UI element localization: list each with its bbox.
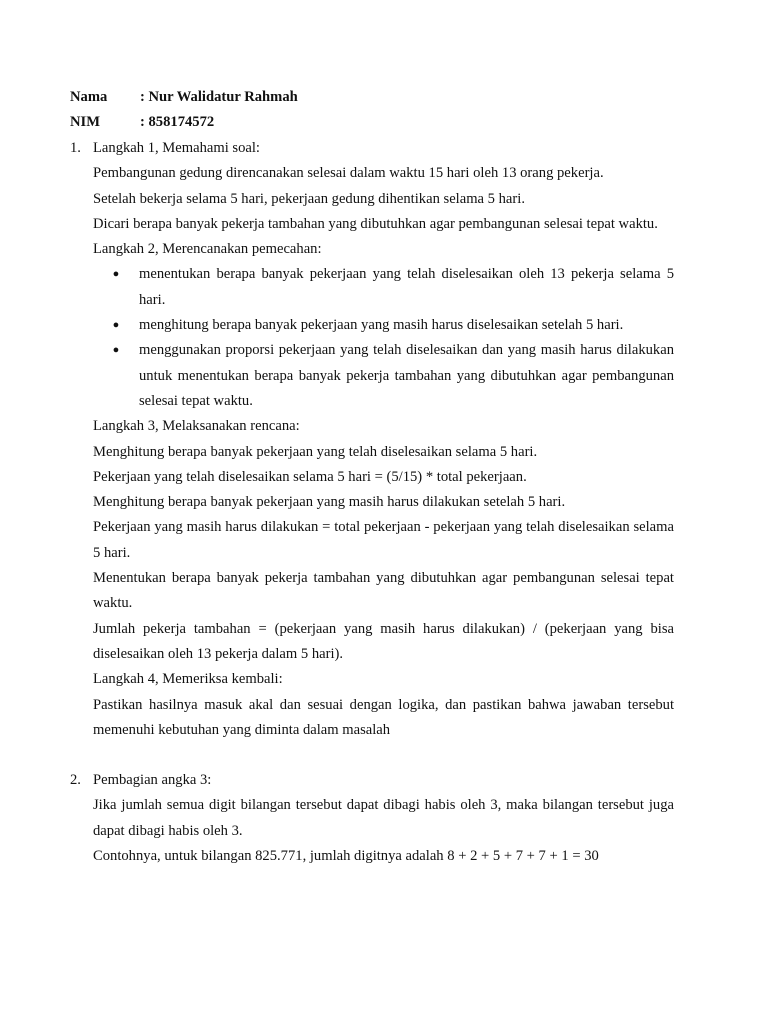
name-value: : Nur Walidatur Rahmah [140, 89, 298, 105]
paragraph: Pembangunan gedung direncanakan selesai dalam waktu 15 hari oleh 13 orang pekerja. [93, 165, 604, 182]
item-body [93, 768, 674, 869]
name-row [70, 85, 298, 110]
paragraph: Langkah 2, Merencanakan pemecahan: [93, 241, 322, 258]
item-number: 2. [70, 772, 81, 789]
paragraph: Jika jumlah semua digit bilangan tersebut dapat dibagi habis oleh 3, maka bilangan tersebut juga dapat dibagi habis oleh 3. [93, 797, 674, 839]
nim-value: : 858174572 [140, 114, 215, 130]
paragraph: Jumlah pekerja tambahan = (pekerjaan yang masih harus dilakukan) / (pekerjaan yang bisa diselesaikan oleh 13 pekerja dalam 5 hari). [93, 620, 674, 662]
plan-bullet-list [93, 262, 674, 414]
bullet-icon: ● [112, 268, 120, 281]
paragraph: Langkah 3, Melaksanakan rencana: [93, 418, 300, 435]
answer-list [70, 136, 674, 869]
paragraph: Pekerjaan yang masih harus dilakukan = total pekerjaan - pekerjaan yang telah diselesaikan selama 5 hari. [93, 519, 674, 561]
answer-item-2 [70, 768, 674, 869]
bullet-item [93, 338, 674, 414]
paragraph: Contohnya, untuk bilangan 825.771, jumlah digitnya adalah 8 + 2 + 5 + 7 + 7 + 1 = 30 [93, 848, 599, 865]
bullet-icon: ● [112, 319, 120, 332]
bullet-text: menghitung berapa banyak pekerjaan yang masih harus diselesaikan setelah 5 hari. [139, 317, 624, 334]
nim-row [70, 110, 298, 135]
student-header [70, 85, 298, 135]
paragraph: Menentukan berapa banyak pekerja tambahan yang dibutuhkan agar pembangunan selesai tepat waktu. [93, 570, 674, 612]
paragraph: Pembagian angka 3: [93, 772, 212, 789]
paragraph: Langkah 4, Memeriksa kembali: [93, 671, 283, 688]
paragraph: Setelah bekerja selama 5 hari, pekerjaan gedung dihentikan selama 5 hari. [93, 190, 525, 207]
bullet-text: menggunakan proporsi pekerjaan yang telah diselesaikan dan yang masih harus dilakukan untuk menentukan berapa banyak pekerja tambahan yang dibutuhkan agar pembangunan selesai tepat waktu. [139, 342, 674, 409]
name-label: Nama [70, 89, 108, 105]
bullet-item [93, 262, 674, 313]
paragraph: Pekerjaan yang telah diselesaikan selama 5 hari = (5/15) * total pekerjaan. [93, 468, 527, 485]
paragraph: Menghitung berapa banyak pekerjaan yang telah diselesaikan selama 5 hari. [93, 443, 538, 460]
item-body [93, 136, 674, 743]
paragraph: Menghitung berapa banyak pekerjaan yang masih harus dilakukan setelah 5 hari. [93, 494, 566, 511]
item-number: 1. [70, 140, 81, 156]
paragraph: Langkah 1, Memahami soal: [93, 140, 260, 156]
nim-label: NIM [70, 114, 100, 130]
answer-item-1 [70, 136, 674, 743]
paragraph: Pastikan hasilnya masuk akal dan sesuai dengan logika, dan pastikan bahwa jawaban tersebut memenuhi kebutuhan yang diminta dalam masalah [93, 696, 674, 738]
bullet-item [93, 313, 674, 338]
paragraph: Dicari berapa banyak pekerja tambahan yang dibutuhkan agar pembangunan selesai tepat waktu. [93, 215, 658, 232]
bullet-text: menentukan berapa banyak pekerjaan yang telah diselesaikan oleh 13 pekerja selama 5 hari. [139, 266, 674, 308]
bullet-icon: ● [112, 344, 120, 357]
